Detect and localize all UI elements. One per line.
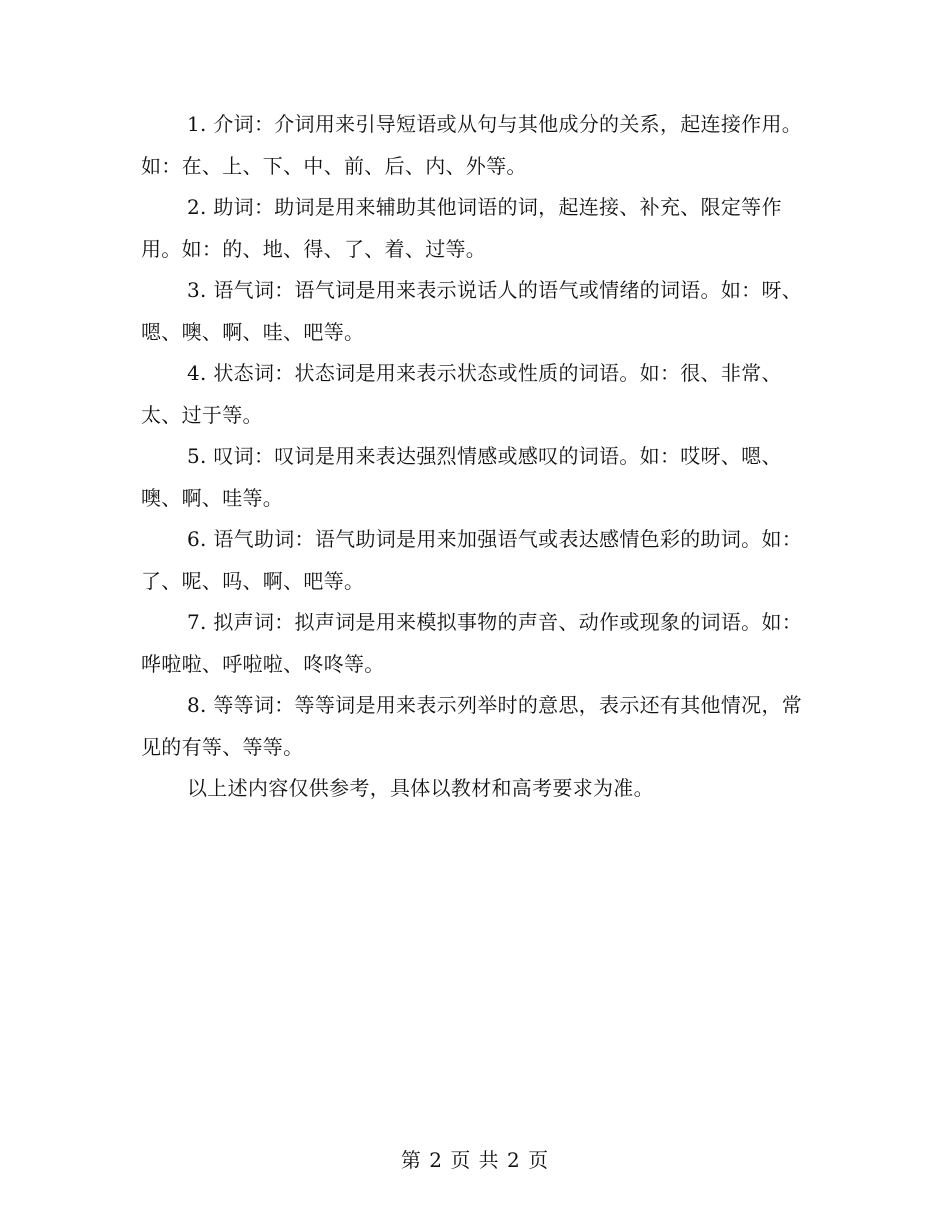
paragraph-modal-auxiliary: 6. 语气助词：语气助词是用来加强语气或表达感情色彩的助词。如：了、呢、吗、啊、吧等。 <box>141 527 803 593</box>
paragraph-onomatopoeia: 7. 拟声词：拟声词是用来模拟事物的声音、动作或现象的词语。如：哗啦啦、呼啦啦、咚咚等。 <box>141 610 803 676</box>
paragraph-modal-particle: 3. 语气词：语气词是用来表示说话人的语气或情绪的词语。如：呀、嗯、噢、啊、哇、吧等。 <box>141 278 803 344</box>
paragraph-auxiliary: 2. 助词：助词是用来辅助其他词语的词，起连接、补充、限定等作用。如：的、地、得、了、着、过等。 <box>141 195 782 261</box>
paragraph-preposition: 1. 介词：介词用来引导短语或从句与其他成分的关系，起连接作用。如：在、上、下、中、前、后、内、外等。 <box>141 112 803 178</box>
paragraph-state-word: 4. 状态词：状态词是用来表示状态或性质的词语。如：很、非常、太、过于等。 <box>141 361 782 427</box>
document-body <box>141 104 811 810</box>
paragraph-interjection: 5. 叹词：叹词是用来表达强烈情感或感叹的词语。如：哎呀、嗯、噢、啊、哇等。 <box>141 444 782 510</box>
page-number: 第 2 页 共 2 页 <box>400 1148 550 1172</box>
paragraph-etc-word: 8. 等等词：等等词是用来表示列举时的意思，表示还有其他情况，常见的有等、等等。 <box>141 693 803 759</box>
paragraph-disclaimer: 以上述内容仅供参考，具体以教材和高考要求为准。 <box>187 776 654 800</box>
